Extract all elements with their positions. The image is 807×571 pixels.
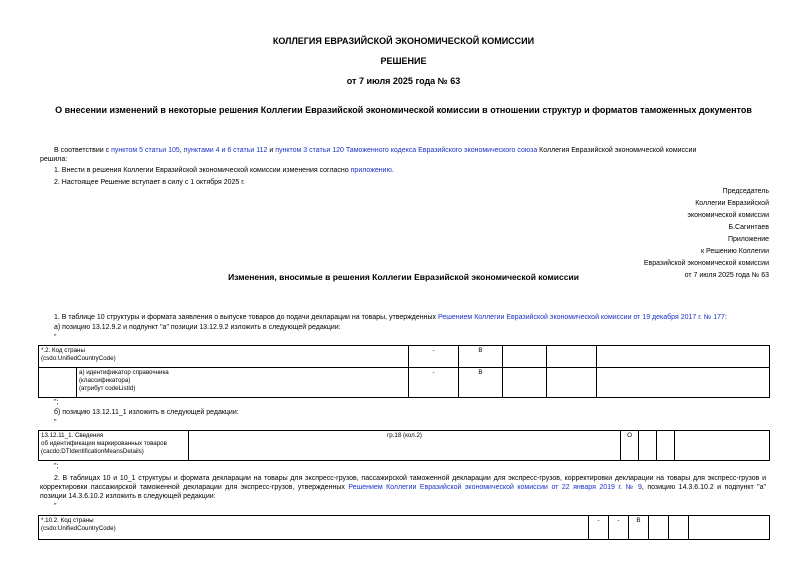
table-cell: В [629, 516, 649, 540]
link-customs-code[interactable]: пунктом 3 статьи 120 Таможенного кодекса Евразийского экономического союза [275, 147, 538, 154]
cell-text: (cacdo:DTIdentificationMeansDetails) [41, 448, 144, 455]
table-cell: - [589, 516, 609, 540]
point-2: 2. Настоящее Решение вступает в силу с 1 октября 2025 г. [54, 179, 245, 186]
annex-ref-3: от 7 июля 2025 года № 63 [684, 272, 769, 279]
doc-type-heading: РЕШЕНИЕ [380, 56, 427, 66]
item-1-a: а) позицию 13.12.9.2 и подпункт "а" позиции 13.12.9.2 изложить в следующей редакции: [54, 324, 341, 331]
cell-text: об идентификации маркированных товаров [41, 440, 167, 447]
signature-position: Председатель [722, 188, 769, 195]
link-decision-177[interactable]: Решением Коллегии Евразийской экономической комиссии от 19 декабря 2017 г. № 177 [438, 314, 725, 321]
table-row [39, 516, 770, 540]
quote-open: " [54, 419, 57, 426]
annex-ref-2: Евразийской экономической комиссии [643, 260, 769, 267]
preamble-text: , [179, 147, 184, 154]
table-cell [597, 368, 770, 398]
cell-text: (csdo:UnifiedCountryCode) [41, 525, 116, 532]
table-cell [689, 516, 770, 540]
preamble-decided: решила: [40, 156, 68, 163]
table-cell [547, 346, 597, 368]
document-title: О внесении изменений в некоторые решения Коллегии Евразийской экономической комиссии в отношении структур и форматов таможенных документов [55, 105, 752, 115]
table-row [39, 368, 770, 398]
table-row [39, 431, 770, 461]
link-decision-9[interactable]: Решением Коллегии Евразийской экономической комиссии от 22 января 2019 г. № 9 [348, 484, 642, 491]
point-1 [54, 166, 394, 175]
table-cell: В [459, 368, 503, 398]
quote-close: "; [54, 463, 59, 470]
cell-text: (csdo:UnifiedCountryCode) [41, 355, 116, 362]
item-1-text: 1. В таблице 10 структуры и формата заявления о выпуске товаров до подачи декларации на товары, утвержденных [54, 314, 438, 321]
annex-label: Приложение [727, 236, 769, 243]
date-number-heading: от 7 июля 2025 года № 63 [346, 76, 461, 86]
table-cell [649, 516, 669, 540]
cell-text: *.10.2. Код страны [41, 517, 94, 524]
signature-position-2: Коллегии Евразийской [695, 200, 769, 207]
table-country-code-express [38, 515, 770, 540]
cell-text: (классификатора) [79, 377, 131, 384]
link-article-112[interactable]: пунктами 4 и 6 статьи 112 [183, 147, 268, 154]
link-annex[interactable]: приложению [350, 167, 392, 174]
table-cell [39, 516, 589, 540]
item-2-text: корректировки пассажирской таможенной декларации для экспресс-грузов, утвержденных [40, 484, 349, 491]
signature-position-3: экономической комиссии [687, 212, 769, 219]
item-1-text: : [724, 314, 727, 321]
point-1-text: . [391, 167, 394, 174]
table-cell [669, 516, 689, 540]
link-article-105[interactable]: пунктом 5 статьи 105 [111, 147, 180, 154]
cell-text: (атрибут codeListId) [79, 385, 136, 392]
item-1 [54, 313, 727, 322]
cell-text: *.2. Код страны [41, 347, 85, 354]
table-cell: - [409, 368, 459, 398]
table-cell [547, 368, 597, 398]
signature-name: Б.Сагинтаев [728, 224, 769, 231]
table-cell: гр.18 (кол.2) [189, 431, 621, 461]
annex-ref-1: к Решению Коллегии [701, 248, 769, 255]
item-1-b: б) позицию 13.12.11_1 изложить в следующей редакции: [54, 409, 239, 416]
table-cell: О [621, 431, 639, 461]
table-cell [675, 431, 770, 461]
preamble-text: и [267, 147, 276, 154]
table-cell [639, 431, 657, 461]
quote-open: " [54, 334, 57, 341]
item-2-text: , позицию 14.3.6.10.2 и подпункт "а" [641, 484, 766, 491]
cell-text: а) идентификатор справочника [79, 369, 169, 376]
item-2-line-2 [40, 483, 766, 492]
table-cell: - [409, 346, 459, 368]
table-cell [503, 346, 547, 368]
table-cell [503, 368, 547, 398]
quote-close: "; [54, 399, 59, 406]
table-row [39, 346, 770, 368]
item-2-line-1: 2. В таблицах 10 и 10_1 структуры и формата декларации на товары для экспресс-грузов, пассажирской таможенной декларации для экспресс-грузов, корректировки декларации на товары для экспресс-грузов и [54, 475, 766, 482]
cell-text: 13.12.11_1. Сведения [41, 432, 104, 439]
preamble-line1 [54, 146, 696, 155]
table-cell [39, 368, 77, 398]
table-cell [597, 346, 770, 368]
annex-title: Изменения, вносимые в решения Коллегии Евразийской экономической комиссии [228, 272, 579, 282]
item-2-line-3: позиции 14.3.6.10.2 изложить в следующей редакции: [40, 493, 216, 500]
quote-open: " [54, 503, 57, 510]
table-cell [77, 368, 409, 398]
table-cell [657, 431, 675, 461]
org-heading: КОЛЛЕГИЯ ЕВРАЗИЙСКОЙ ЭКОНОМИЧЕСКОЙ КОМИССИИ [272, 36, 535, 46]
table-country-code [38, 345, 770, 398]
preamble-text: В соответствии с [54, 147, 112, 154]
table-cell: В [459, 346, 503, 368]
table-cell [39, 431, 189, 461]
table-identification [38, 430, 770, 461]
table-cell [39, 346, 409, 368]
preamble-text: Коллегия Евразийской экономической комиссии [537, 147, 697, 154]
table-cell: - [609, 516, 629, 540]
point-1-text: 1. Внести в решения Коллегии Евразийской экономической комиссии изменения согласно [54, 167, 351, 174]
